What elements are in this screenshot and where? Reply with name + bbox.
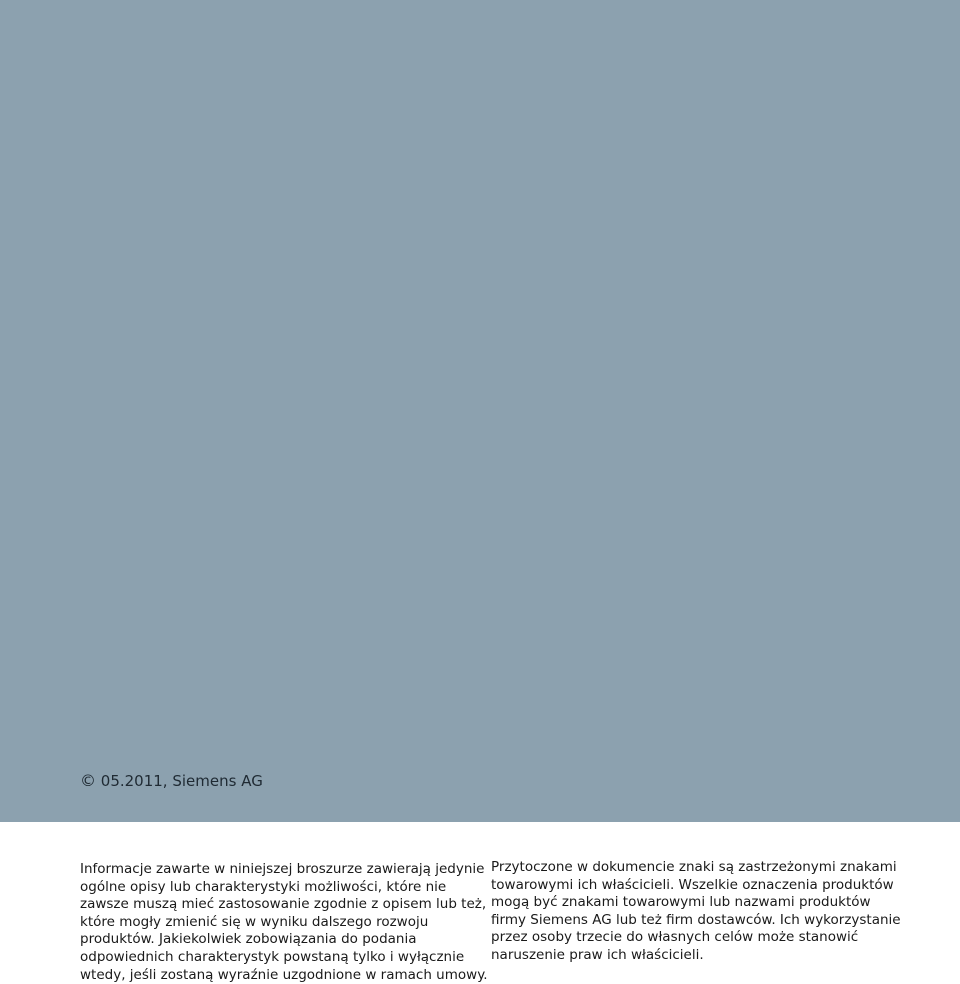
trademark-line: Przytoczone w dokumencie znaki są zastrzeżonymi znakami [491,859,897,875]
trademark-line: przez osoby trzecie do własnych celów może stanowić [491,929,859,946]
disclaimer-line: zawsze muszą mieć zastosowanie zgodnie z opisem lub też, [80,896,487,913]
copyright-symbol: © [80,771,96,790]
trademark-line: naruszenie praw ich właścicieli. [491,946,704,963]
disclaimer-line: które mogły zmienić się w wyniku dalszego rozwoju [80,913,429,930]
disclaimer-line: ogólne opisy lub charakterystyki możliwości, które nie [80,878,447,895]
disclaimer-line: Informacje zawarte w niniejszej broszurze zawierają jedynie [80,861,485,877]
copyright-notice [80,772,263,790]
disclaimer-line: wtedy, jeśli zostaną wyraźnie uzgodnione w ramach umowy. [80,966,488,983]
product-info-disclaimer [80,861,488,984]
trademark-line: towarowymi ich właścicieli. Wszelkie oznaczenia produktów [491,876,894,893]
trademark-disclaimer [491,859,901,965]
disclaimer-line: produktów. Jakiekolwiek zobowiązania do podania [80,931,417,948]
copyright-text: 05.2011, Siemens AG [100,772,263,790]
trademark-line: firmy Siemens AG lub też firm dostawców. Ich wykorzystanie [491,911,901,928]
trademark-line: mogą być znakami towarowymi lub nazwami produktów [491,894,871,911]
disclaimer-line: odpowiednich charakterystyk powstaną tylko i wyłącznie [80,948,465,965]
